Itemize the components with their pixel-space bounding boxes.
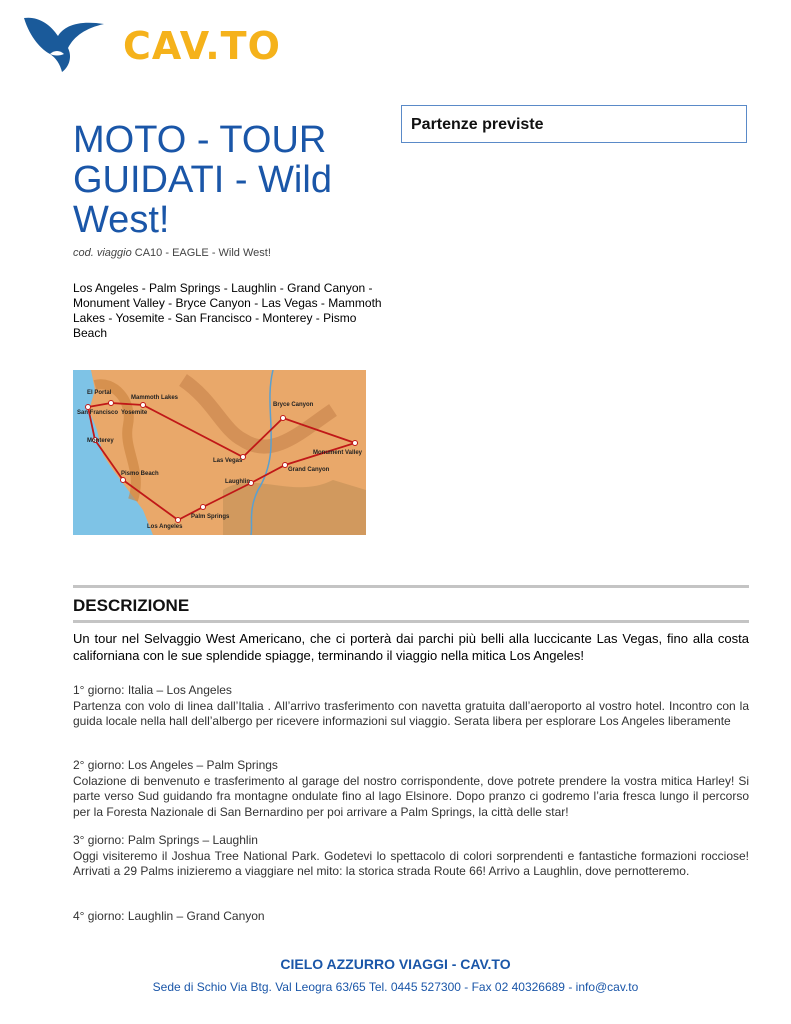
- route-map: [73, 370, 366, 535]
- map-label: Las Vegas: [213, 458, 243, 464]
- trip-code: [73, 247, 271, 259]
- itinerary-day: [73, 909, 749, 925]
- map-label: Los Angeles: [147, 524, 183, 530]
- day-text: Partenza con volo di linea dall’Italia . All’arrivo trasferimento con navetta gratuita dall’aeroporto al vostro hotel. Incontro con la guida locale nella hall dell’albergo per ricevere informazioni sul viaggio. Serata libera per esplorare Los Angeles liberamente: [73, 698, 749, 728]
- logo-text: CAV.TO: [123, 24, 281, 68]
- eagle-icon: [20, 10, 110, 76]
- description-heading: DESCRIZIONE: [73, 596, 190, 615]
- map-label: Mammoth Lakes: [131, 395, 179, 401]
- day-title: 4° giorno: Laughlin – Grand Canyon: [73, 909, 265, 923]
- itinerary-day: [73, 833, 749, 880]
- day-title: 1° giorno: Italia – Los Angeles: [73, 683, 232, 697]
- divider: [73, 585, 749, 588]
- itinerary-day: [73, 758, 749, 820]
- map-label: Laughlin: [225, 479, 250, 485]
- map-label: Palm Springs: [191, 514, 230, 520]
- divider: [73, 620, 749, 623]
- footer-contact[interactable]: Sede di Schio Via Btg. Val Leogra 63/65 Tel. 0445 527300 - Fax 02 40326689 - info@cav.to: [152, 980, 639, 994]
- map-label: Grand Canyon: [288, 467, 330, 473]
- map-label: Monterey: [87, 438, 114, 444]
- map-label: Monument Valley: [313, 450, 363, 456]
- itinerary-day: [73, 683, 749, 730]
- trip-code-value: CA10 - EAGLE - Wild West!: [134, 247, 271, 259]
- map-label: Bryce Canyon: [273, 402, 314, 408]
- page-title: MOTO - TOUR GUIDATI - Wild West!: [73, 119, 332, 241]
- footer-company: CIELO AZZURRO VIAGGI - CAV.TO: [280, 956, 511, 972]
- map-label: El Portal: [87, 390, 112, 396]
- departures-title: Partenze previste: [411, 116, 544, 133]
- departures-box: [401, 105, 747, 143]
- map-label: Pismo Beach: [121, 471, 159, 477]
- company-logo: [20, 10, 281, 80]
- day-text: Colazione di benvenuto e trasferimento al garage del nostro corrispondente, dove potrete prendere la vostra mitica Harley! Si parte verso Sud guidando fra montagne ondulate fino al lago Elsinore. Dopo pranzo ci godremo l’aria fresca lungo il percorso per la Foresta Nazionale di San Bernardino per poi arrivare a Palm Springs, la città delle star!: [73, 773, 749, 819]
- map-label: San Francisco: [77, 410, 119, 416]
- route-list: Los Angeles - Palm Springs - Laughlin - Grand Canyon - Monument Valley - Bryce Canyon - Las Vegas - Mammoth Lakes - Yosemite - San Francisco - Monterey - Pismo Beach: [73, 281, 382, 340]
- map-label: Yosemite: [121, 410, 148, 416]
- day-title: 3° giorno: Palm Springs – Laughlin: [73, 833, 258, 847]
- trip-code-label: cod. viaggio: [73, 247, 132, 259]
- day-title: 2° giorno: Los Angeles – Palm Springs: [73, 758, 278, 772]
- day-text: Oggi visiteremo il Joshua Tree National Park. Godetevi lo spettacolo di colori sorprendenti e fantastiche formazioni rocciose! Arrivati a 29 Palms inizieremo a viaggiare nel mito: la storica strada Route 66! Arrivo a Laughlin, dove pernotteremo.: [73, 848, 749, 878]
- description-intro: Un tour nel Selvaggio West Americano, che ci porterà dai parchi più belli alla luccicante Las Vegas, fino alla costa californiana con le sue splendide spiagge, terminando il viaggio nella mitica Los Angeles!: [73, 631, 749, 663]
